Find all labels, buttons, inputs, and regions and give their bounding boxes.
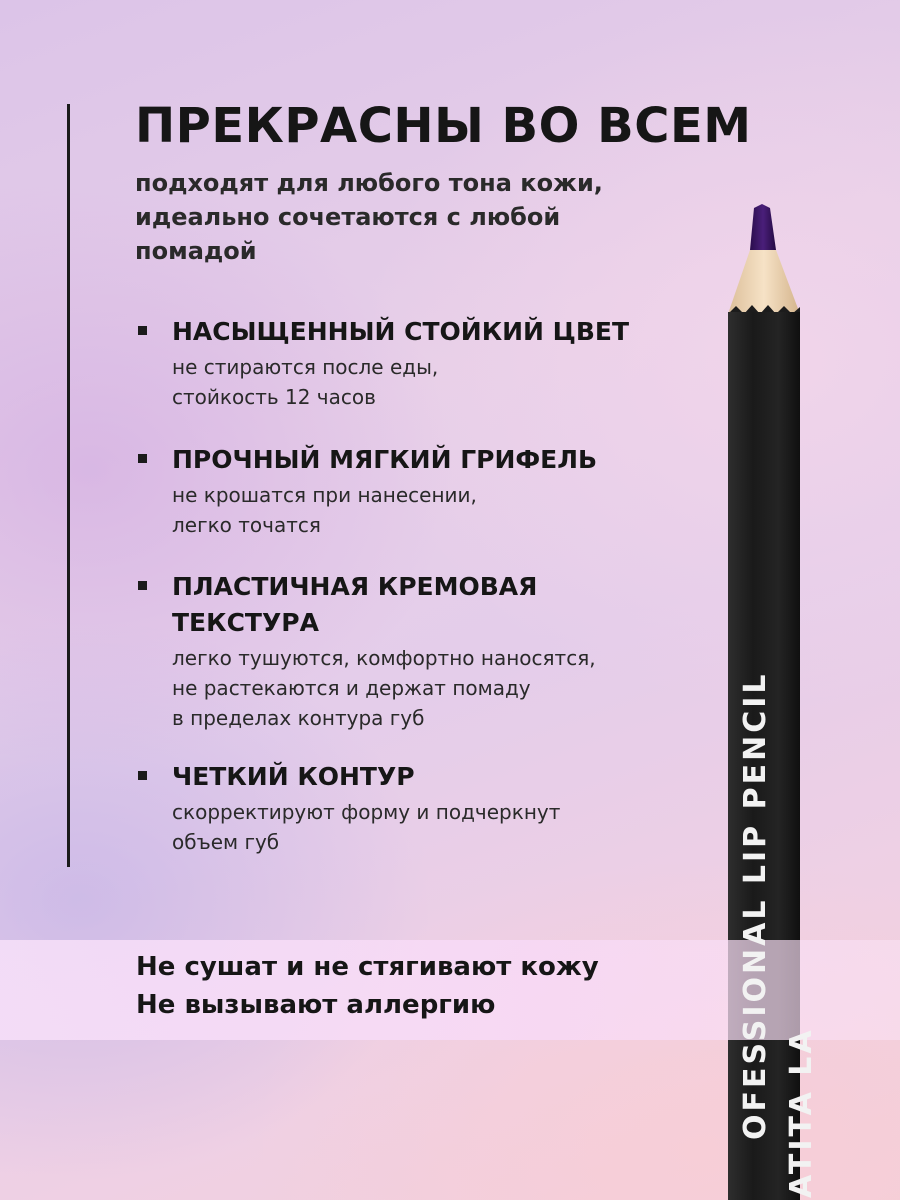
bullet-square-icon (138, 454, 147, 463)
feature-description (172, 797, 560, 857)
feature-description-line: скорректируют форму и подчеркнут (172, 800, 561, 824)
feature-description-line: легко тушуются, комфортно наносятся, (172, 646, 596, 670)
bullet-square-icon (138, 771, 147, 780)
highlight-line: Не вызывают аллергию (136, 990, 496, 1020)
feature-item (135, 442, 597, 540)
feature-title: ТЕКСТУРА (172, 608, 319, 637)
feature-description (172, 643, 596, 733)
subtitle-line: помадой (135, 237, 257, 265)
highlight-text (136, 948, 599, 1024)
feature-title: ПРОЧНЫЙ МЯГКИЙ ГРИФЕЛЬ (172, 445, 598, 474)
pencil-imprint-line: OFESSIONAL LIP PENCIL (738, 671, 773, 1140)
feature-description-line: в пределах контура губ (172, 706, 425, 730)
bullet-square-icon (138, 581, 147, 590)
subtitle-line: идеально сочетаются с любой (135, 203, 561, 231)
feature-description-line: легко точатся (172, 513, 321, 537)
feature-item (135, 759, 560, 857)
feature-title: ПЛАСТИЧНАЯ КРЕМОВАЯ (172, 572, 538, 601)
feature-item (135, 569, 596, 733)
pencil-imprint (700, 620, 830, 1200)
subtitle (135, 166, 655, 268)
feature-description-line: не крошатся при нанесении, (172, 483, 477, 507)
feature-description-line: объем губ (172, 830, 280, 854)
pencil-lead (750, 204, 776, 250)
feature-item (135, 314, 629, 412)
feature-description-line: не растекаются и держат помаду (172, 676, 531, 700)
subtitle-line: подходят для любого тона кожи, (135, 169, 603, 197)
bullet-square-icon (138, 326, 147, 335)
pencil-wood (728, 250, 800, 314)
feature-description (172, 352, 629, 412)
pencil-imprint-line: ATITA LA (784, 1027, 819, 1198)
feature-description-line: не стираются после еды, (172, 355, 439, 379)
feature-title: ЧЕТКИЙ КОНТУР (172, 762, 415, 791)
feature-description-line: стойкость 12 часов (172, 385, 376, 409)
feature-description (172, 480, 597, 540)
accent-vertical-line (67, 104, 70, 867)
page-title: ПРЕКРАСНЫ ВО ВСЕМ (135, 98, 752, 154)
highlight-line: Не сушат и не стягивают кожу (136, 952, 599, 982)
feature-title: НАСЫЩЕННЫЙ СТОЙКИЙ ЦВЕТ (172, 317, 630, 346)
